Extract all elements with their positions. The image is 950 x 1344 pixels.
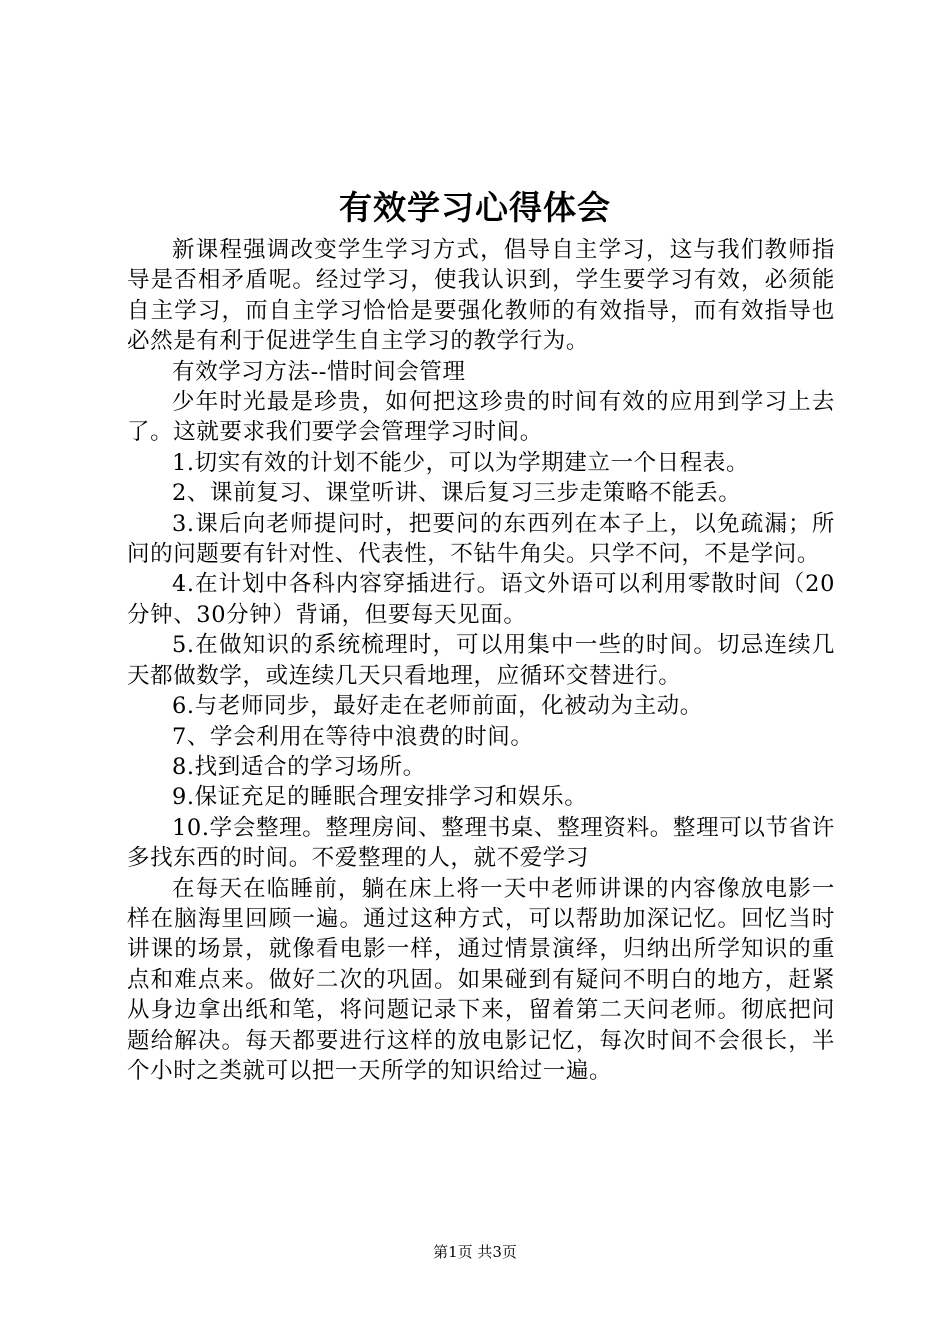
paragraph: 少年时光最是珍贵，如何把这珍贵的时间有效的应用到学习上去了。这就要求我们要学会管理学习时间。 xyxy=(127,389,835,446)
list-item: 9.保证充足的睡眠合理安排学习和娱乐。 xyxy=(172,784,588,811)
list-item: 4.在计划中各科内容穿插进行。语文外语可以利用零散时间（20分钟、30分钟）背诵，但要每天见面。 xyxy=(127,571,835,628)
page-footer: 第1页 共3页 xyxy=(433,1243,517,1261)
list-item: 1.切实有效的计划不能少，可以为学期建立一个日程表。 xyxy=(172,449,750,476)
document-title: 有效学习心得体会 xyxy=(339,188,611,227)
list-item: 6.与老师同步，最好走在老师前面，化被动为主动。 xyxy=(172,693,703,720)
document-body xyxy=(127,235,835,1086)
list-item: 8.找到适合的学习场所。 xyxy=(172,753,426,780)
list-item: 10.学会整理。整理房间、整理书桌、整理资料。整理可以节省许多找东西的时间。不爱整理的人，就不爱学习 xyxy=(127,814,835,872)
list-item: 5.在做知识的系统梳理时，可以用集中一些的时间。切忌连续几天都做数学，或连续几天只看地理，应循环交替进行。 xyxy=(127,632,835,689)
section-heading: 有效学习方法--惜时间会管理 xyxy=(172,358,466,385)
list-item: 3.课后向老师提问时，把要问的东西列在本子上，以免疏漏；所问的问题要有针对性、代表性，不钻牛角尖。只学不问，不是学问。 xyxy=(127,510,835,568)
list-item: 2、课前复习、课堂听讲、课后复习三步走策略不能丢。 xyxy=(172,480,742,507)
list-item: 7、学会利用在等待中浪费的时间。 xyxy=(172,723,534,750)
paragraph: 在每天在临睡前，躺在床上将一天中老师讲课的内容像放电影一样在脑海里回顾一遍。通过这种方式，可以帮助加深记忆。回忆当时讲课的场景，就像看电影一样，通过情景演绎，归纳出所学知识的重点和难点来。做好二次的巩固。如果碰到有疑问不明白的地方，赶紧从身边拿出纸和笔，将问题记录下来，留着第二天问老师。彻底把问题给解决。每天都要进行这样的放电影记忆，每次时间不会很长，半个小时之类就可以把一天所学的知识给过一遍。 xyxy=(127,875,835,1084)
paragraph: 新课程强调改变学生学习方式，倡导自主学习，这与我们教师指导是否相矛盾呢。经过学习，使我认识到，学生要学习有效，必须能自主学习，而自主学习恰恰是要强化教师的有效指导，而有效指导也必然是有利于促进学生自主学习的教学行为。 xyxy=(127,237,835,355)
